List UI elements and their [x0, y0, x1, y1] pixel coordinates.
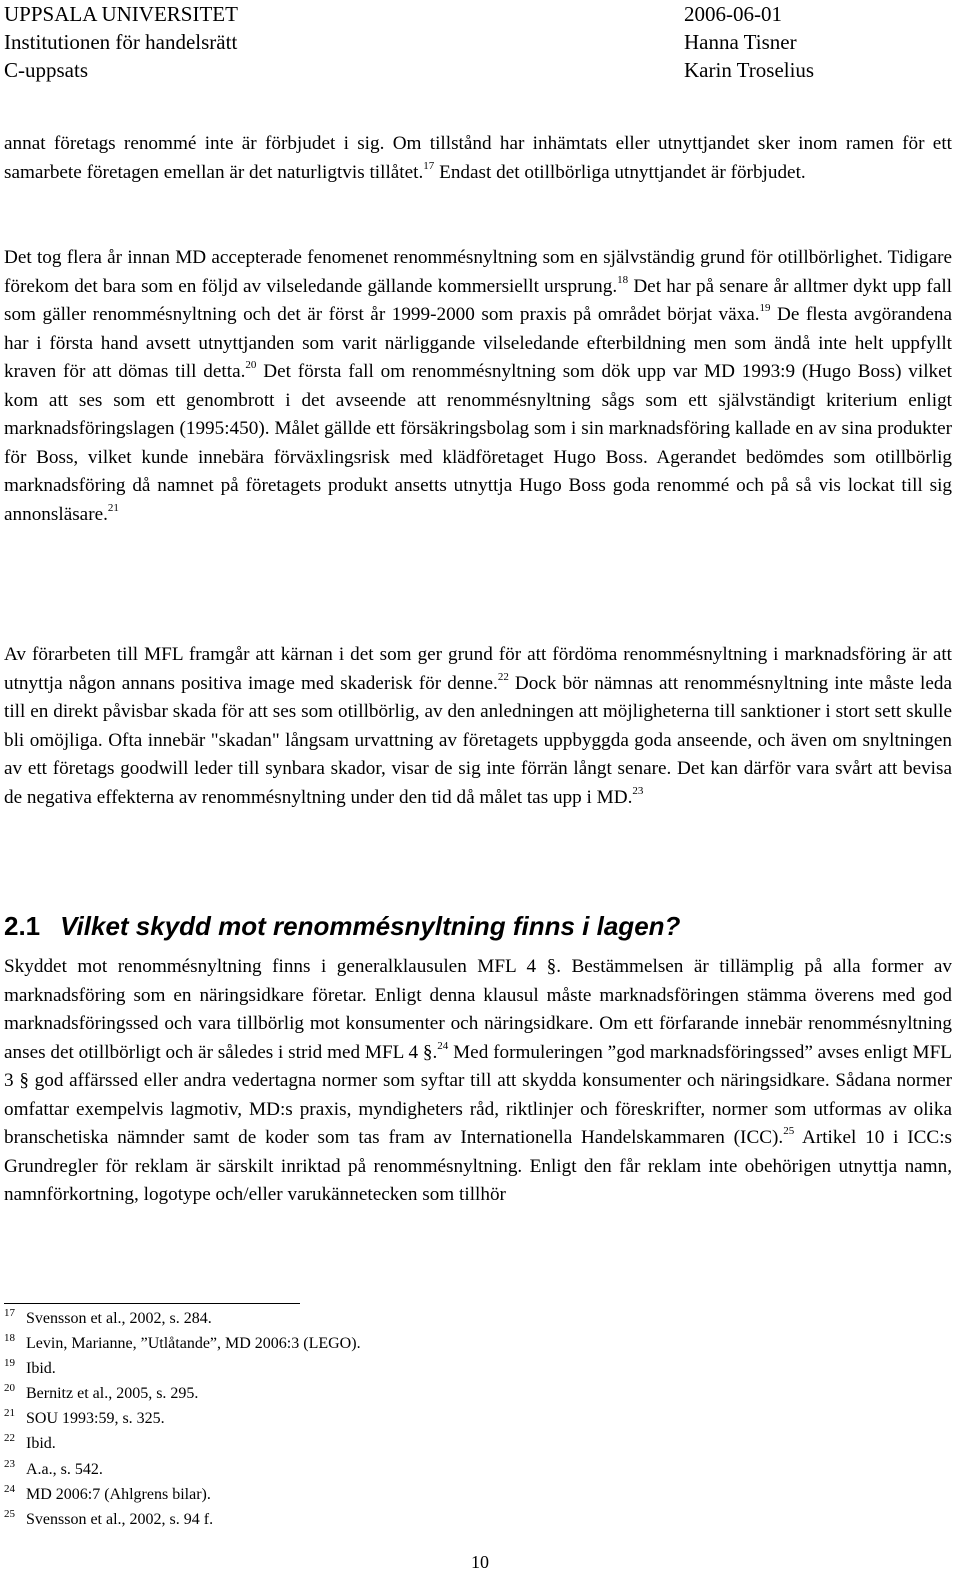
- paragraph-text: Med formuleringen ”god marknadsföringssed” avses enligt MFL 3 § god affärssed eller andra vedertagna normer som syftar till att skydda konsumenter och näringsidkare. Sådana normer omfattar exempelvis lagmotiv, MD:s praxis, myndigheters råd, riktlinjer och föreskrifter, normer som utformas av olika branschetiska nämnder samt de koder som tas fram av Internationella Handelskammaren (ICC).: [4, 1041, 952, 1148]
- page-number: 10: [471, 1552, 489, 1572]
- footnote-number: 22: [4, 1432, 15, 1445]
- footnote: [4, 1508, 604, 1533]
- footnote: [4, 1357, 604, 1382]
- footnote-text: A.a., s. 542.: [26, 1460, 103, 1478]
- paragraph-text: De flesta avgörandena har i första hand avsett utnyttjanden som varit närliggande vilseledande efterbildning men som ändå inte helt uppfyllt kraven för att dömas till detta.: [4, 304, 952, 382]
- paragraph-text: Det har på senare år alltmer dykt upp fall som gäller renommésnyltning och det är först år 1999-2000 som praxis på området börjat växa.: [4, 275, 952, 325]
- header-left: [4, 0, 604, 84]
- footnote-number: 19: [4, 1357, 15, 1370]
- footnote: [4, 1407, 604, 1432]
- footnote-number: 24: [4, 1482, 15, 1495]
- footnote: [4, 1332, 604, 1357]
- footnote-text: MD 2006:7 (Ahlgrens bilar).: [26, 1485, 211, 1503]
- footnote-text: Bernitz et al., 2005, s. 295.: [26, 1385, 199, 1403]
- paragraph-text: Artikel 10 i ICC:s Grundregler för reklam är särskilt inriktad på renommésnyltning. Enligt den får reklam inte obehörigen utnyttja namn, namnförkortning, logotype och/eller varukännetecken som tillhör: [4, 1127, 952, 1205]
- footnote-ref[interactable]: 17: [423, 159, 435, 172]
- footnote-text: SOU 1993:59, s. 325.: [26, 1410, 165, 1428]
- footnote-separator: [4, 1303, 300, 1304]
- footnote-text: Svensson et al., 2002, s. 284.: [26, 1310, 212, 1327]
- section-number: 2.1: [4, 911, 41, 941]
- paragraph-text: Dock bör nämnas att renommésnyltning inte måste leda till en direkt påvisbar skada för att ses som otillbörlig, av den anledningen att möjligheterna till sanktioner i stort sett skulle bli omöjliga. Ofta innebär "skadan" långsam urvattning av företagets uppbyggda goda anseende, och även om snyltningen av ett företags goodwill leder till synbara skador, visar de sig inte förrän långt senare. Det kan därför vara svårt att bevisa de negativa effekterna av renommésnyltning under den tid då målet tas upp i MD.: [4, 672, 952, 808]
- department-name: Institutionen för handelsrätt: [4, 30, 238, 54]
- footnote-text: Levin, Marianne, ”Utlåtande”, MD 2006:3 (LEGO).: [26, 1335, 361, 1353]
- footnote-ref[interactable]: 25: [783, 1125, 795, 1137]
- footnote: [4, 1382, 604, 1407]
- footnote-text: Ibid.: [26, 1435, 56, 1453]
- footnote: [4, 1432, 604, 1457]
- footnote-number: 17: [4, 1307, 15, 1319]
- footnote-ref[interactable]: 19: [759, 302, 771, 314]
- footnote-ref[interactable]: 24: [437, 1039, 449, 1052]
- paragraph-text: Det första fall om renommésnyltning som dök upp var MD 1993:9 (Hugo Boss) vilket kom att ses som ett genombrott i det avseende att renommésnyltning sågs som ett självständigt kriterium enligt marknadsföringslagen (1995:450). Målet gällde ett försäkringsbolag som i sin marknadsföring kallade en av sina produkter för Boss, vilket kunde innebära förväxlingsrisk med klädföretaget Hugo Boss. Agerandet bedömdes som otillbörlig marknadsföring då namnet på företagets produkt ansetts utnyttja Hugo Boss goda renommé och på så vis lockat till sig annonsläsare.: [4, 361, 952, 525]
- author-name: Karin Troselius: [684, 58, 815, 82]
- author-name: Hanna Tisner: [684, 30, 797, 54]
- section-title: Vilket skydd mot renommésnyltning finns i lagen?: [60, 911, 681, 941]
- footnote-number: 18: [4, 1332, 15, 1345]
- university-name: UPPSALA UNIVERSITET: [4, 2, 238, 26]
- paragraph-text: Endast det otillbörliga utnyttjandet är förbjudet.: [434, 161, 806, 183]
- footnote-text: Ibid.: [26, 1360, 56, 1378]
- footnotes-list: [4, 1307, 604, 1533]
- footnote-ref[interactable]: 21: [107, 501, 119, 514]
- footnote-number: 20: [4, 1382, 15, 1395]
- footnote-ref[interactable]: 20: [245, 359, 257, 371]
- paragraph-text: Skyddet mot renommésnyltning finns i generalklausulen MFL 4 §. Bestämmelsen är tillämplig på alla former av marknadsföring som en näringsidkare företar. Enligt denna klausul måste marknadsföringen stämma överens med god marknadsföringssed och vara tillbörlig mot konsumenter och näringsidkare. Om ett förfarande innebär renommésnyltning anses det otillbörligt och är således i strid med MFL 4 §.: [4, 956, 952, 1063]
- footnote: [4, 1307, 604, 1332]
- footnote: [4, 1458, 604, 1483]
- footnote-number: 23: [4, 1457, 15, 1470]
- footnote-ref[interactable]: 23: [632, 784, 644, 797]
- paragraph-text: Av förarbeten till MFL framgår att kärnan i det som ger grund för att fördöma renommésnyltning i marknadsföring är att utnyttja någon annans positiva image med skaderisk för denne.: [4, 644, 952, 694]
- section-heading: [4, 910, 952, 942]
- footnote-number: 21: [4, 1407, 15, 1420]
- footnote: [4, 1483, 604, 1508]
- body-paragraph: [4, 130, 952, 187]
- paragraph-text: Det tog flera år innan MD accepterade fenomenet renommésnyltning som en självständig grund för otillbörlighet. Tidigare förekom det bara som en följd av vilseledande gällande kommersiellt ursprung.: [4, 247, 952, 297]
- footnote-ref[interactable]: 22: [497, 670, 509, 683]
- document-date: 2006-06-01: [684, 2, 782, 26]
- paragraph-text: annat företags renommé inte är förbjudet i sig. Om tillstånd har inhämtats eller utnyttjandet sker inom ramen för ett samarbete företagen emellan är det naturligtvis tillåtet.: [4, 133, 952, 183]
- footnote-text: Svensson et al., 2002, s. 94 f.: [26, 1510, 214, 1528]
- footnote-number: 25: [4, 1507, 15, 1520]
- header-right: [684, 0, 954, 84]
- document-type: C-uppsats: [4, 58, 88, 82]
- body-paragraph: [4, 641, 952, 812]
- body-paragraph: [4, 244, 952, 529]
- body-paragraph: [4, 953, 952, 1210]
- footnote-ref[interactable]: 18: [617, 273, 629, 286]
